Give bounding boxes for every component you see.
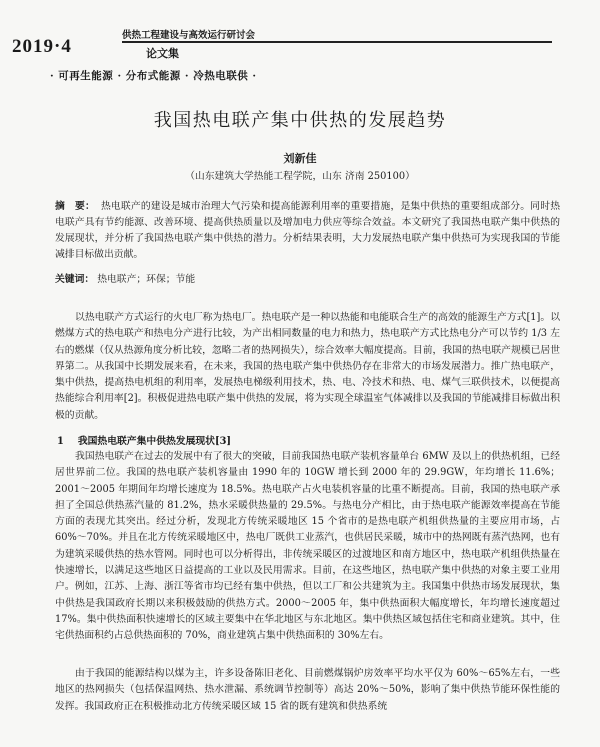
- body-paragraph: 由于我国的能源结构以煤为主，许多设备陈旧老化、目前燃煤锅炉房效率平均水平仅为 60%～65%左右，一些地区的热网损失（包括保温网热、热水泄漏、系统调节控制等）高达 20%～50%，影响了集中供热节能环保性能的发挥。我国政府正在积极推动北方传统采暖区域 15 省的既有建筑和供热系统: [55, 668, 560, 712]
- author-affiliation: （山东建筑大学热能工程学院，山东 济南 250100）: [185, 171, 415, 182]
- issue-year: 2019·4: [12, 36, 72, 57]
- section-name: 论文集: [146, 47, 179, 60]
- section-number: 1: [57, 436, 64, 447]
- keywords: [55, 271, 195, 285]
- abstract-label: 摘 要：: [55, 201, 95, 212]
- author-name: 刘新佳: [283, 152, 317, 165]
- paper-title: 我国热电联产集中供热的发展趋势: [153, 110, 447, 131]
- abstract: [55, 199, 560, 263]
- conference-name: 供热工程建设与高效运行研讨会: [122, 30, 256, 41]
- topic-banner: · 可再生能源 · 分布式能源 · 冷热电联供 ·: [50, 70, 257, 82]
- intro-paragraph: 以热电联产方式运行的火电厂称为热电厂。热电联产是一种以热能和电能联合生产的高效的能源生产方式[1]。以燃煤方式的热电联产和热电分产进行比较，为产出相同数量的电力和热力，热电联产方式比热电分产可以节约 1/3 左右的燃煤（仅从热源角度分析比较，忽略二者的热网损失），综合效率大幅度提高。目前，我国的热电联产规模已居世界第二。从我国中长期发展来看，在未来，我国的热电联产集中供热仍存在非常大的市场发展潜力。推广热电联产，集中供热，提高热电机组的利用率，发展热电梯级利用技术，热、电、冷技术和热、电、煤气三联供技术，以便提高热能综合利用率[2]。积极促进热电联产集中供热的发展，将为实现全球温室气体减排以及我国的节能减排目标做出积极的贡献。: [55, 312, 560, 421]
- keywords-label: 关键词：: [55, 274, 95, 285]
- header-rule: [122, 41, 552, 43]
- body-paragraph: 我国热电联产在过去的发展中有了很大的突破，目前我国热电联产装机容量单台 6MW 及以上的供热机组，已经居世界前二位。我国的热电联产装机容量由 1990 年的 10GW 增长到 2000 年的 29.9GW，年均增长 11.6%；2001～2005 年期间年均增长速度为 18.5%。热电联产占火电装机容量的比重不断提高。目前，我国的热电联产承担了全国总供热蒸汽量的 81.2%，热水采暖供热量的 29.5%。与热电分产相比，由于热电联产能源效率提高在节能方面的表现尤其突出。经过分析，发现北方传统采暖地区 15 个省市的是热电联产机组供热量的主要应用市场，占 60%～70%。并且在北方传统采暖地区中，热电厂既供工业蒸汽，也供居民采暖，城市中的热网既有蒸汽热网，也有为建筑采暖供热的热水管网。同时也可以分析得出，非传统采暖区的过渡地区和南方地区中，热电联产机组供热量在快速增长，以满足这些地区日益提高的工业以及民用需求。目前，在这些地区，热电联产集中供热的对象主要工业用户。例如，江苏、上海、浙江等省市均已经有集中供热，但以工厂和公共建筑为主。我国集中供热市场发展现状，集中供热是我国政府长期以来积极鼓励的供热方式。2000～2005 年，集中供热面积大幅度增长，年均增长速度超过 17%。集中供热面积快速增长的区域主要集中在华北地区与东北地区。集中供热区域包括住宅和商业建筑。其中，住宅供热面积约占总供热面积的 70%，商业建筑占集中供热面积的 30%左右。: [55, 451, 560, 642]
- abstract-text: 热电联产的建设是城市治理大气污染和提高能源利用率的重要措施，是集中供热的重要组成部分。同时热电联产具有节约能源、改善环境、提高供热质量以及增加电力供应等综合效益。本文研究了我国热电联产集中供热的发展现状，并分析了我国热电联产集中供热的潜力。分析结果表明，大力发展热电联产集中供热可为实现我国的节能减排目标做出贡献。: [55, 201, 561, 260]
- section-heading: [57, 433, 231, 447]
- keywords-text: 热电联产；环保；节能: [97, 274, 196, 285]
- section-title: 我国热电联产集中供热发展现状[3]: [77, 436, 232, 447]
